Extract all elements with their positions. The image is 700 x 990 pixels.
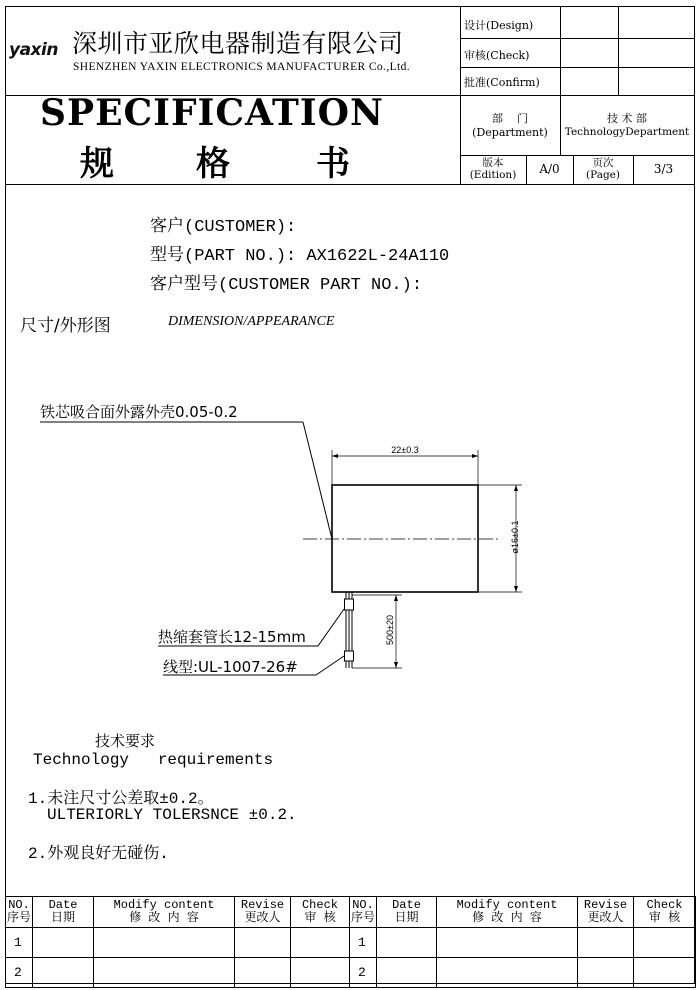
header-revise xyxy=(235,897,291,928)
header-modify xyxy=(94,897,235,928)
requirement-1-en: ULTERIORLY TOLERSNCE ±0.2. xyxy=(47,806,297,824)
lead-length-dimension-label: 500±20 xyxy=(385,615,395,645)
department-value-cn: 技 术 部 xyxy=(607,112,647,125)
diameter-dimension-label: ø16±0.1 xyxy=(510,520,520,554)
header-no-cn: 序号 xyxy=(6,911,31,925)
design-date-field[interactable] xyxy=(621,10,692,36)
revise-cell[interactable] xyxy=(578,928,634,958)
revision-row xyxy=(6,958,696,988)
header-row-divider xyxy=(460,67,694,68)
modify-content-cell[interactable] xyxy=(94,958,235,988)
header-col-divider xyxy=(560,7,561,95)
header-no xyxy=(350,897,377,928)
header-modify-cn: 修 改 内 容 xyxy=(129,911,199,925)
requirement-1-cn: 1.未注尺寸公差取±0.2。 xyxy=(28,790,214,808)
department-label-en: (Department) xyxy=(472,126,548,139)
design-signature-field[interactable] xyxy=(563,10,616,36)
header-date xyxy=(377,897,437,928)
header-date-cn: 日期 xyxy=(394,911,419,925)
row-number: 2 xyxy=(6,958,33,988)
spec-title-cn-3: 书 xyxy=(316,144,350,184)
header-date-en: Date xyxy=(392,898,421,912)
requirements-title-en: Technology requirements xyxy=(33,751,274,769)
confirm-signature-field[interactable] xyxy=(563,69,616,93)
header-col-divider xyxy=(618,7,619,95)
check-cell[interactable] xyxy=(291,958,350,988)
check-signature-field[interactable] xyxy=(563,40,616,65)
sleeve-note: 热缩套管长12-15mm xyxy=(158,628,306,646)
header-row-divider xyxy=(460,38,694,39)
header-date-cn: 日期 xyxy=(50,911,75,925)
header-no-cn: 序号 xyxy=(350,911,375,925)
row-number: 1 xyxy=(6,928,33,958)
revise-cell[interactable] xyxy=(235,928,291,958)
row-number: 2 xyxy=(350,958,377,988)
header-modify-en: Modify content xyxy=(113,898,215,912)
company-name-en: SHENZHEN YAXIN ELECTRONICS MANUFACTURER Co.,Ltd. xyxy=(73,61,411,73)
row-number: 1 xyxy=(350,928,377,958)
header-check-en: Check xyxy=(301,898,338,912)
header-revise xyxy=(578,897,634,928)
page-label-en: (Page) xyxy=(586,169,620,181)
page-label xyxy=(573,157,633,181)
header-check xyxy=(291,897,350,928)
design-label: 设计(Design) xyxy=(464,19,534,32)
date-cell[interactable] xyxy=(377,928,437,958)
header-no-en: NO. xyxy=(352,898,374,912)
edition-label xyxy=(460,157,526,181)
header-revise-en: Revise xyxy=(583,898,628,912)
header-date-en: Date xyxy=(48,898,78,912)
revise-cell[interactable] xyxy=(578,958,634,988)
header-modify-cn: 修 改 内 容 xyxy=(472,911,542,925)
length-dimension-label: 22±0.3 xyxy=(391,445,419,455)
confirm-label: 批准(Confirm) xyxy=(464,76,540,89)
modify-content-cell[interactable] xyxy=(94,928,235,958)
date-cell[interactable] xyxy=(377,958,437,988)
page-value: 3/3 xyxy=(653,162,674,176)
spec-title-en: SPECIFICATION xyxy=(40,92,384,134)
modify-content-cell[interactable] xyxy=(437,958,578,988)
check-cell[interactable] xyxy=(291,928,350,958)
section-divider xyxy=(6,184,694,185)
edition-value: A/0 xyxy=(539,162,560,176)
department-value-en: TechnologyDepartment xyxy=(564,126,690,138)
spec-row-divider xyxy=(460,155,694,156)
header-modify-en: Modify content xyxy=(456,898,558,912)
part-number-line: 型号(PART NO.): AX1622L-24A110 xyxy=(150,247,450,266)
header-no-en: NO. xyxy=(8,898,30,912)
check-cell[interactable] xyxy=(634,928,696,958)
header-revise-cn: 更改人 xyxy=(244,911,281,925)
header-check-cn: 审 核 xyxy=(648,911,681,925)
confirm-date-field[interactable] xyxy=(621,69,692,93)
header-check xyxy=(634,897,696,928)
dimension-title-en: DIMENSION/APPEARANCE xyxy=(168,314,335,329)
header-no xyxy=(6,897,33,928)
customer-line: 客户(CUSTOMER): xyxy=(150,218,297,237)
check-label: 审核(Check) xyxy=(464,49,530,62)
dimension-title-cn: 尺寸/外形图 xyxy=(20,316,111,336)
page-label-cn: 页次 xyxy=(592,157,614,169)
customer-part-number-line: 客户型号(CUSTOMER PART NO.): xyxy=(150,276,423,295)
company-logo: yaxin xyxy=(9,40,58,60)
company-name-cn: 深圳市亚欣电器制造有限公司 xyxy=(72,29,404,58)
core-exposure-note: 铁芯吸合面外露外壳0.05-0.2 xyxy=(40,403,238,421)
requirement-2-cn: 2.外观良好无碰伤. xyxy=(28,845,169,863)
revision-table xyxy=(5,896,696,988)
header-check-en: Check xyxy=(646,898,683,912)
header-modify xyxy=(437,897,578,928)
requirements-title-cn: 技术要求 xyxy=(95,732,156,750)
department-label-cn: 部 门 xyxy=(492,112,528,125)
dimension-drawing xyxy=(0,380,700,700)
revise-cell[interactable] xyxy=(235,958,291,988)
wire-type-note: 线型:UL-1007-26# xyxy=(163,658,298,676)
spec-title-cn-1: 规 xyxy=(80,144,114,184)
edition-label-en: (Edition) xyxy=(469,169,517,181)
revision-row xyxy=(6,928,696,958)
date-cell[interactable] xyxy=(33,958,94,988)
edition-label-cn: 版本 xyxy=(482,157,504,169)
header-divider xyxy=(460,7,461,95)
check-cell[interactable] xyxy=(634,958,696,988)
header-date xyxy=(33,897,94,928)
header-revise-en: Revise xyxy=(240,898,285,912)
spec-title-cn-2: 格 xyxy=(196,144,230,184)
header-check-cn: 审 核 xyxy=(304,911,336,925)
modify-content-cell[interactable] xyxy=(437,928,578,958)
header-revise-cn: 更改人 xyxy=(587,911,624,925)
revision-header-row xyxy=(6,897,696,928)
check-date-field[interactable] xyxy=(621,40,692,65)
date-cell[interactable] xyxy=(33,928,94,958)
